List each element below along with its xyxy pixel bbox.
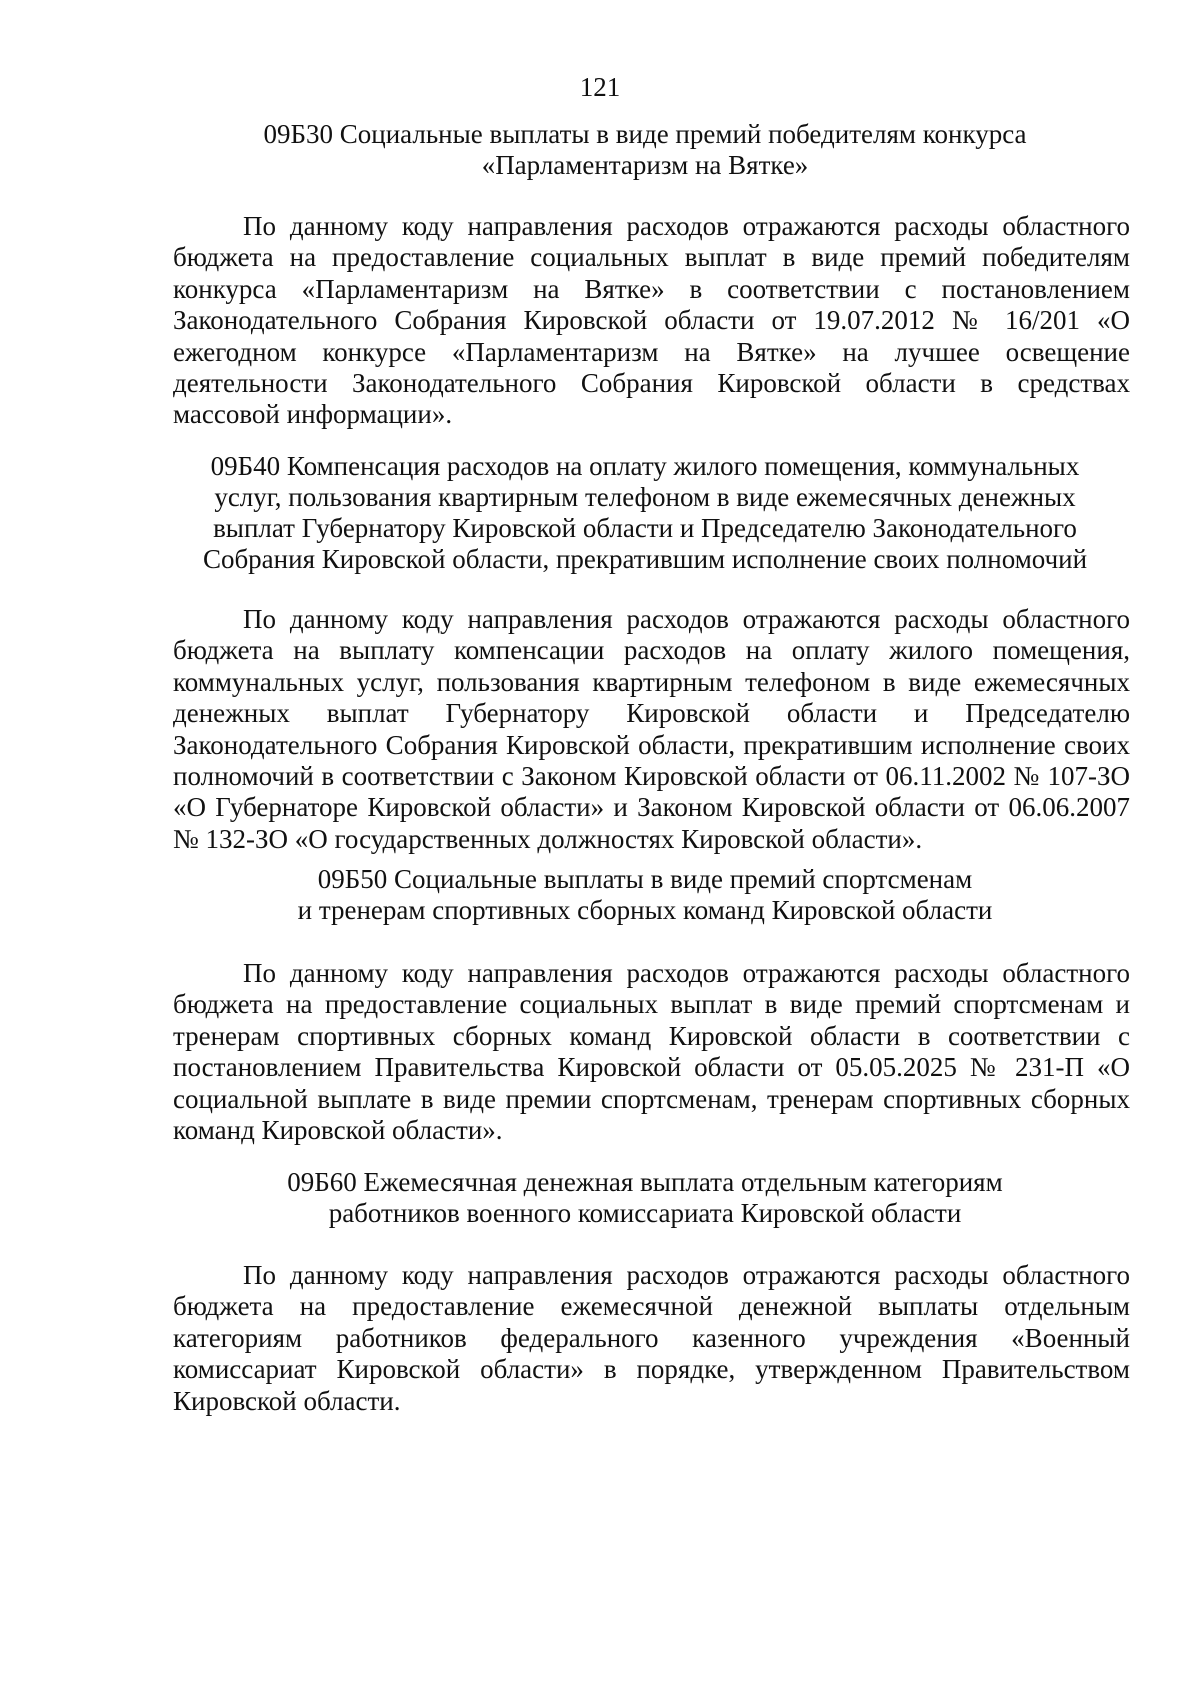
- heading-line: «Парламентаризм на Вятке»: [481, 150, 809, 180]
- heading-line: 09Б50 Социальные выплаты в виде премий спортсменам: [317, 864, 973, 894]
- heading-line: выплат Губернатору Кировской области и Председателю Законодательного: [213, 513, 1077, 543]
- section-heading-09b50: [160, 864, 1130, 926]
- section-paragraph-09b40: По данному коду направления расходов отражаются расходы областного бюджета на выплату компенсации расходов на оплату жилого помещения, коммунальных услуг, пользования квартирным телефоном в виде ежемесячных денежных выплат Губернатору Кировской области и Председателю Законодательного Собрания Кировской области, прекратившим исполнение своих полномочий в соответствии с Законом Кировской области от 06.11.2002 № 107-ЗО «О Губернаторе Кировской области» и Законом Кировской области от 06.06.2007 № 132-ЗО «О государственных должностях Кировской области».: [173, 604, 1130, 854]
- heading-line: и тренерам спортивных сборных команд Кировской области: [297, 895, 993, 925]
- section-heading-09b30: [160, 119, 1130, 181]
- heading-line: работников военного комиссариата Кировской области: [328, 1198, 962, 1228]
- heading-line: услуг, пользования квартирным телефоном в виде ежемесячных денежных: [214, 482, 1076, 512]
- section-heading-09b40: [160, 451, 1130, 575]
- section-paragraph-09b30: По данному коду направления расходов отражаются расходы областного бюджета на предоставление социальных выплат в виде премий победителям конкурса «Парламентаризм на Вятке» в соответствии с постановлением Законодательного Собрания Кировской области от 19.07.2012 № 16/201 «О ежегодном конкурсе «Парламентаризм на Вятке» на лучшее освещение деятельности Законодательного Собрания Кировской области в средствах массовой информации».: [173, 211, 1130, 430]
- page-number: 121: [579, 72, 621, 102]
- section-heading-09b60: [160, 1167, 1130, 1229]
- heading-line: 09Б40 Компенсация расходов на оплату жилого помещения, коммунальных: [210, 451, 1080, 481]
- section-paragraph-09b50: По данному коду направления расходов отражаются расходы областного бюджета на предоставление социальных выплат в виде премий спортсменам и тренерам спортивных сборных команд Кировской области в соответствии с постановлением Правительства Кировской области от 05.05.2025 № 231-П «О социальной выплате в виде премии спортсменам, тренерам спортивных сборных команд Кировской области».: [173, 958, 1130, 1146]
- heading-line: 09Б30 Социальные выплаты в виде премий победителям конкурса: [263, 119, 1027, 149]
- heading-line: 09Б60 Ежемесячная денежная выплата отдельным категориям: [287, 1167, 1003, 1197]
- section-paragraph-09b60: По данному коду направления расходов отражаются расходы областного бюджета на предоставление ежемесячной денежной выплаты отдельным категориям работников федерального казенного учреждения «Военный комиссариат Кировской области» в порядке, утвержденном Правительством Кировской области.: [173, 1260, 1130, 1416]
- heading-line: Собрания Кировской области, прекратившим исполнение своих полномочий: [202, 544, 1088, 574]
